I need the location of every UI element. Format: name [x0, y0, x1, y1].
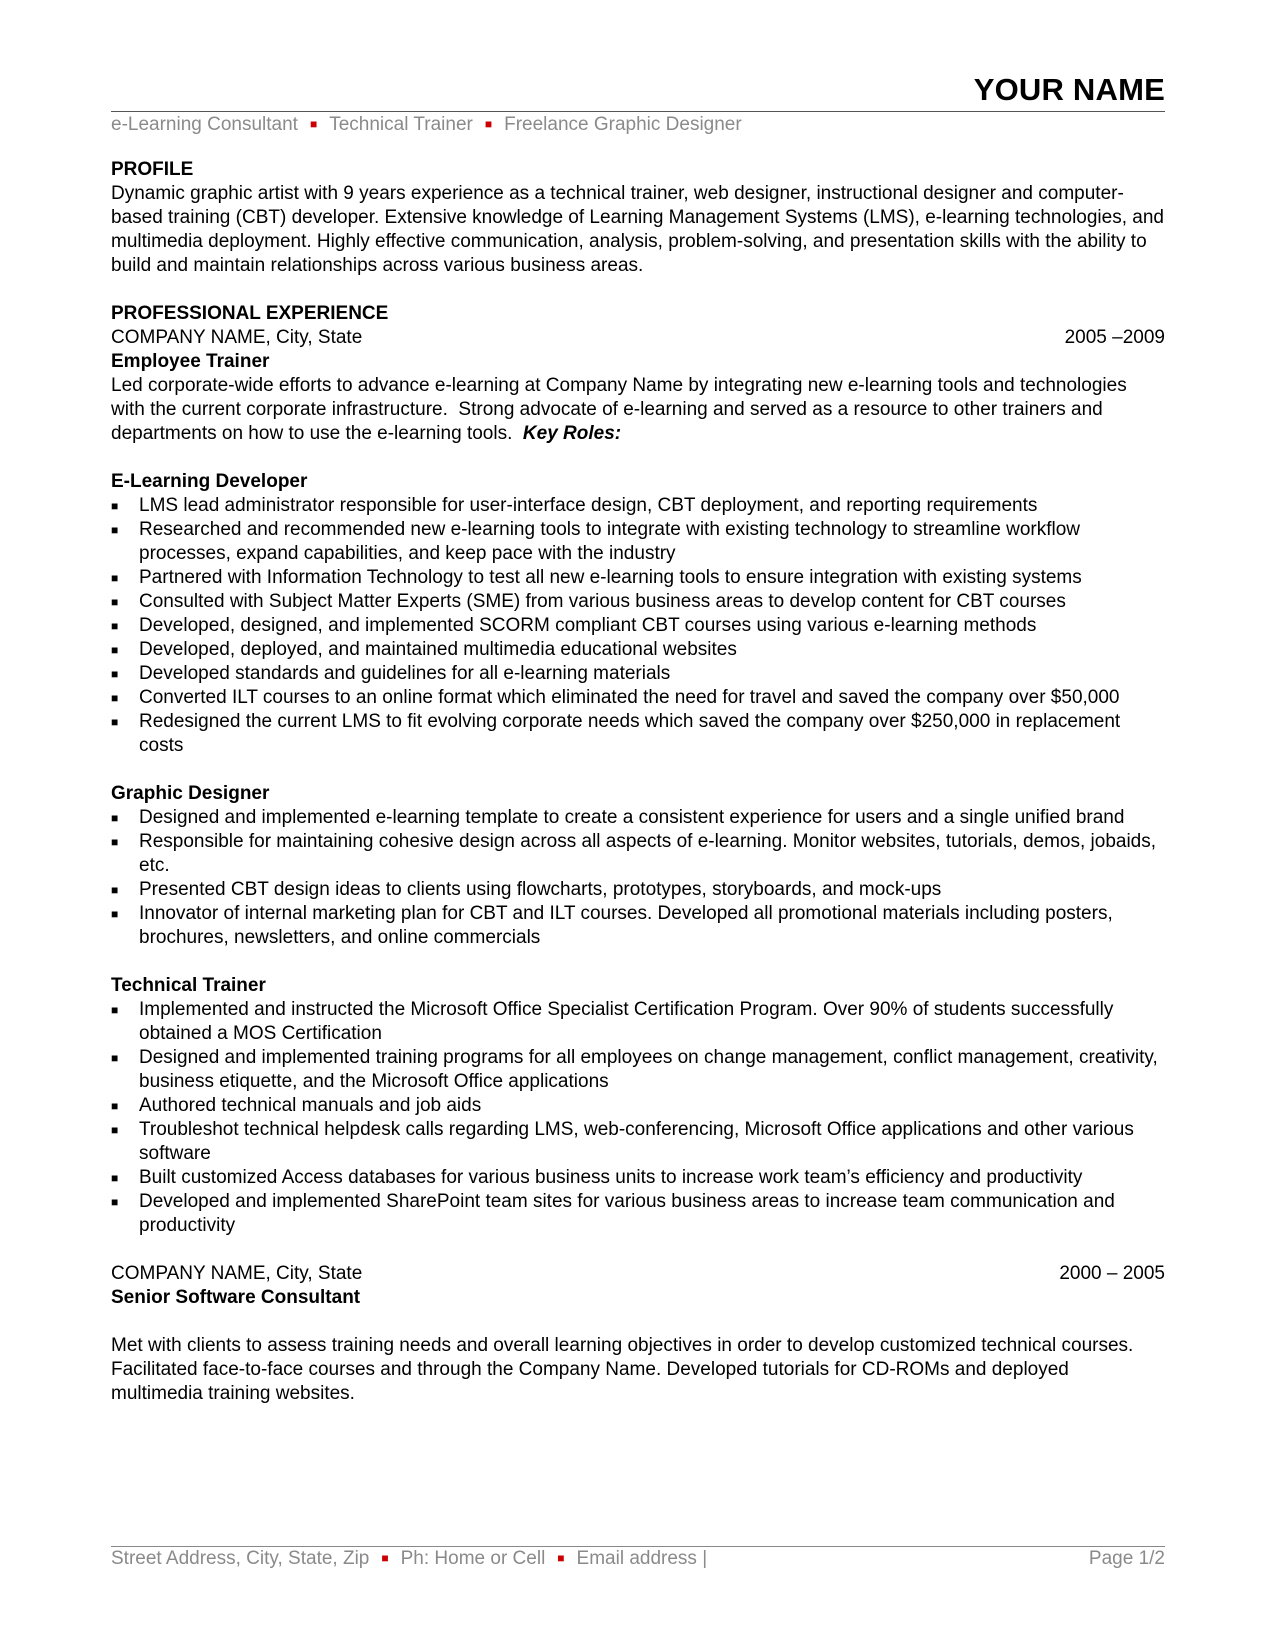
job2-company: COMPANY NAME, City, State: [111, 1263, 363, 1284]
list-item: ■ Developed standards and guidelines for all e-learning materials: [111, 662, 1165, 686]
job2-dates: 2000 – 2005: [1059, 1263, 1165, 1284]
list-item: ■ Innovator of internal marketing plan for CBT and ILT courses. Developed all promotional materials including posters, brochures, newsletters, and online commercials: [111, 902, 1165, 950]
list-item: ■ Developed, deployed, and maintained multimedia educational websites: [111, 638, 1165, 662]
job1-title: Employee Trainer: [111, 351, 270, 372]
list-item: ■ Converted ILT courses to an online format which eliminated the need for travel and saved the company over $50,000: [111, 686, 1165, 710]
role-bullet-list: [111, 806, 1165, 950]
job1-summary: [111, 374, 1165, 446]
list-item: ■ LMS lead administrator responsible for user-interface design, CBT deployment, and reporting requirements: [111, 494, 1165, 518]
profile-text: Dynamic graphic artist with 9 years experience as a technical trainer, web designer, instructional designer and computer-based training (CBT) developer. Extensive knowledge of Learning Management Systems (LMS), e-learning technologies, and multimedia deployment. Highly effective communication, analysis, problem-solving, and presentation skills with the ability to build and maintain relationships across various business areas.: [111, 183, 1164, 276]
list-item: ■ Troubleshot technical helpdesk calls regarding LMS, web-conferencing, Microsoft Office applications and other various software: [111, 1118, 1165, 1166]
role-title: Technical Trainer: [111, 975, 266, 996]
list-item: ■ Responsible for maintaining cohesive design across all aspects of e-learning. Monitor websites, tutorials, demos, jobaids, etc.: [111, 830, 1165, 878]
title-1: e-Learning Consultant: [111, 114, 298, 135]
job1-header: [111, 326, 1165, 350]
experience-heading: PROFESSIONAL EXPERIENCE: [111, 303, 389, 324]
separator-square-icon: ■: [381, 1551, 389, 1565]
list-item: ■ Designed and implemented training programs for all employees on change management, conflict management, creativity, business etiquette, and the Microsoft Office applications: [111, 1046, 1165, 1094]
footer: [111, 1547, 1165, 1572]
key-roles-label: Key Roles:: [522, 423, 622, 444]
footer-address: Street Address, City, State, Zip: [111, 1548, 370, 1569]
footer-contact: [111, 1547, 707, 1572]
resume-body: [111, 158, 1165, 1406]
role-section: [111, 974, 1165, 1238]
candidate-name: YOUR NAME: [973, 72, 1165, 107]
job1-company: COMPANY NAME, City, State: [111, 327, 363, 348]
role-section: [111, 470, 1165, 758]
list-item: ■ Consulted with Subject Matter Experts (SME) from various business areas to develop content for CBT courses: [111, 590, 1165, 614]
page-number: Page 1/2: [1088, 1548, 1165, 1569]
list-item: ■ Redesigned the current LMS to fit evolving corporate needs which saved the company over $250,000 in replacement costs: [111, 710, 1165, 758]
role-bullet-list: [111, 998, 1165, 1238]
title-2: Technical Trainer: [329, 114, 473, 135]
job1-dates: 2005 –2009: [1064, 327, 1165, 348]
list-item: ■ Developed and implemented SharePoint team sites for various business areas to increase team communication and productivity: [111, 1190, 1165, 1238]
header-divider: [111, 111, 1165, 112]
list-item: ■ Designed and implemented e-learning template to create a consistent experience for users and a single unified brand: [111, 806, 1165, 830]
job1-summary-text: Led corporate-wide efforts to advance e-learning at Company Name by integrating new e-learning tools and technologies with the current corporate infrastructure. Strong advocate of e-learning and served as a resource to other trainers and departments on how to use the e-learning tools.: [111, 375, 1132, 444]
title-line: [111, 113, 742, 138]
list-item: ■ Presented CBT design ideas to clients using flowcharts, prototypes, storyboards, and mock-ups: [111, 878, 1165, 902]
role-section: [111, 782, 1165, 950]
list-item: ■ Developed, designed, and implemented SCORM compliant CBT courses using various e-learning methods: [111, 614, 1165, 638]
role-title: Graphic Designer: [111, 783, 270, 804]
list-item: ■ Researched and recommended new e-learning tools to integrate with existing technology to streamline workflow processes, expand capabilities, and keep pace with the industry: [111, 518, 1165, 566]
job2-summary: Met with clients to assess training needs and overall learning objectives in order to develop customized technical courses. Facilitated face-to-face courses and through the Company Name. Developed tutorials for CD-ROMs and deployed multimedia training websites.: [111, 1335, 1134, 1404]
separator-square-icon: ■: [484, 117, 493, 131]
job2-title: Senior Software Consultant: [111, 1287, 361, 1308]
role-title: E-Learning Developer: [111, 471, 308, 492]
footer-email: Email address |: [576, 1548, 708, 1569]
list-item: ■ Authored technical manuals and job aids: [111, 1094, 1165, 1118]
title-3: Freelance Graphic Designer: [504, 114, 742, 135]
role-bullet-list: [111, 494, 1165, 758]
footer-phone: Ph: Home or Cell: [400, 1548, 546, 1569]
job2-header: [111, 1262, 1165, 1286]
list-item: ■ Built customized Access databases for various business units to increase work team’s efficiency and productivity: [111, 1166, 1165, 1190]
list-item: ■ Partnered with Information Technology to test all new e-learning tools to ensure integration with existing systems: [111, 566, 1165, 590]
list-item: ■ Implemented and instructed the Microsoft Office Specialist Certification Program. Over 90% of students successfully obtained a MOS Certification: [111, 998, 1165, 1046]
separator-square-icon: ■: [309, 117, 318, 131]
separator-square-icon: ■: [557, 1551, 565, 1565]
profile-heading: PROFILE: [111, 159, 194, 180]
